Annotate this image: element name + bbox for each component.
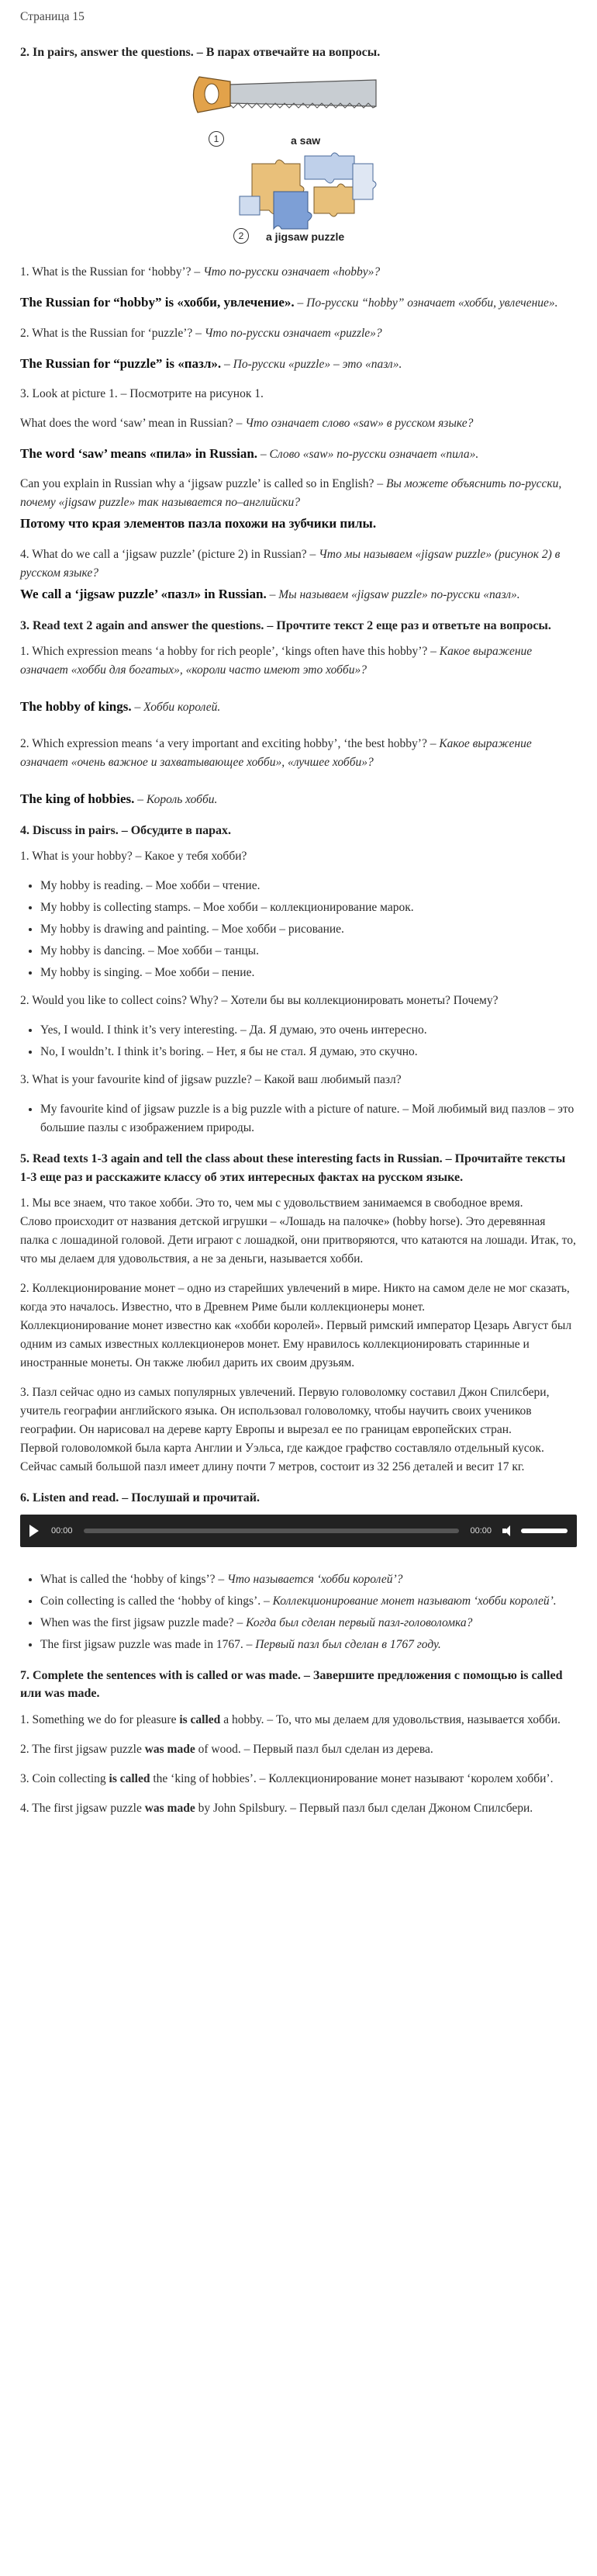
audio-player (20, 1515, 577, 1547)
task5-p3: 3. Пазл сейчас одно из самых популярных увлечений. Первую головоломку составил Джон Спилсбери, учитель географии английского языка. Он использовал головоломку, чтобы научить своих учеников географии. Он нарисовал на дереве карту Европы и вырезал ее по границам европейских стран. (20, 1385, 550, 1436)
task6-list (20, 1570, 577, 1654)
list-item: • Coin collecting is called the ‘hobby of kings’. – Коллекционирование монет называют ‘хобби королей’. (40, 1592, 577, 1611)
list-item: • My hobby is reading. – Мое хобби – чтение. (40, 877, 577, 895)
list-item: • My hobby is singing. – Мое хобби – пение. (40, 964, 577, 982)
volume-slider[interactable] (521, 1529, 568, 1533)
task7-s2: 2. The first jigsaw puzzle was made of wood. – Первый пазл был сделан из дерева. (20, 1742, 433, 1756)
figure-number-2: 2 (233, 228, 249, 244)
task5-p2: 2. Коллекционирование монет – одно из старейших увлечений в мире. Никто на самом деле не мог сказать, когда это началось. Известно, что в Древнем Риме были коллекционеры монет. (20, 1281, 570, 1314)
task3-q1: 1. Which expression means ‘a hobby for rich people’, ‘kings often have this hobby’? – Какое выражение означает «хобби для богатых», «короли часто имеют это хобби»? (20, 645, 533, 677)
task2-a2: The Russian for “puzzle” is «пазл». – По-русски «puzzle» – это «пазл». (20, 355, 402, 371)
duration-time: 00:00 (470, 1525, 492, 1536)
task3-a2: The king of hobbies. – Король хобби. (20, 791, 218, 806)
task5-p1: 1. Мы все знаем, что такое хобби. Это то, чем мы с удовольствием занимаемся в свободное время. (20, 1196, 523, 1210)
task7-s1: 1. Something we do for pleasure is called a hobby. – То, что мы делаем для удовольствия, называется хобби. (20, 1712, 561, 1726)
task3-heading: 3. Read text 2 again and answer the questions. – Прочтите текст 2 еще раз и ответьте на вопросы. (20, 619, 551, 633)
current-time: 00:00 (51, 1525, 73, 1536)
task4-list1 (20, 877, 577, 982)
task2-q3: 3. Look at picture 1. – Посмотрите на рисунок 1. (20, 386, 264, 400)
caption-saw: a saw (291, 134, 321, 147)
task2-q2: 2. What is the Russian for ‘puzzle’? – Что по-русски означает «puzzle»? (20, 326, 382, 340)
play-icon[interactable] (29, 1525, 39, 1537)
list-item: • My hobby is dancing. – Мое хобби – танцы. (40, 942, 577, 961)
list-item: • My hobby is collecting stamps. – Мое хобби – коллекционирование марок. (40, 898, 577, 917)
task7-s3: 3. Coin collecting is called the ‘king of hobbies’. – Коллекционирование монет называют ‘королем хобби’. (20, 1771, 554, 1785)
volume-icon[interactable] (502, 1525, 513, 1536)
list-item: • My hobby is drawing and painting. – Мое хобби – рисование. (40, 920, 577, 939)
caption-jigsaw-puzzle: a jigsaw puzzle (266, 230, 345, 244)
task4-list3 (20, 1100, 577, 1137)
task7-s4: 4. The first jigsaw puzzle was made by John Spilsbury. – Первый пазл был сделан Джоном Спилсбери. (20, 1801, 533, 1815)
task7-heading: 7. Complete the sentences with is called or was made. – Завершите предложения с помощью is called или was made. (20, 1669, 563, 1701)
figure-number-1: 1 (209, 131, 224, 147)
task2-q3b: What does the word ‘saw’ mean in Russian? – Что означает слово «saw» в русском языке? (20, 416, 474, 430)
task2-q4: 4. What do we call a ‘jigsaw puzzle’ (picture 2) in Russian? – Что мы называем «jigsaw puzzle» (рисунок 2) в русском языке? (20, 547, 561, 580)
task3-a1: The hobby of kings. – Хобби королей. (20, 699, 221, 715)
task4-q1: 1. What is your hobby? – Какое у тебя хобби? (20, 850, 247, 864)
task2-a1: The Russian for “hobby” is «хобби, увлечение». – По-русски “hobby” означает «хобби, увлечение». (20, 295, 558, 310)
task3-q2: 2. Which expression means ‘a very important and exciting hobby’, ‘the best hobby’? – Какое выражение означает «очень важное и захватывающее хобби», «лучшее хобби»? (20, 736, 532, 769)
jigsaw-puzzle-drawing (236, 148, 392, 234)
list-item: • My favourite kind of jigsaw puzzle is a big puzzle with a picture of nature. – Мой любимый вид пазлов – это большие пазлы с изображением природы. (40, 1100, 577, 1137)
task4-q2: 2. Would you like to collect coins? Why? – Хотели бы вы коллекционировать монеты? Почему? (20, 994, 499, 1008)
list-item: • When was the first jigsaw puzzle made? – Когда был сделан первый пазл-головоломка? (40, 1614, 577, 1633)
task5-heading: 5. Read texts 1-3 again and tell the class about these interesting facts in Russian. – Прочитайте тексты 1-3 еще раз и расскажите классу об этих интересных фактах на русском языке. (20, 1152, 566, 1184)
audio-progress-bar[interactable] (84, 1529, 460, 1533)
list-item: • No, I wouldn’t. I think it’s boring. – Нет, я бы не стал. Я думаю, это скучно. (40, 1043, 577, 1061)
task2-a3c: Потому что края элементов пазла похожи на зубчики пилы. (20, 516, 377, 531)
task2-heading: 2. In pairs, answer the questions. – В парах отвечайте на вопросы. (20, 46, 381, 60)
task2-a4: We call a ‘jigsaw puzzle’ «пазл» in Russian. – Мы называем «jigsaw puzzle» по-русски «пазл». (20, 586, 520, 601)
task6-heading: 6. Listen and read. – Послушай и прочитай. (20, 1491, 260, 1504)
task2-a3: The word ‘saw’ means «пила» in Russian. – Слово «saw» по-русски означает «пила». (20, 445, 479, 461)
list-item: • What is called the ‘hobby of kings’? – Что называется ‘хобби королей’? (40, 1570, 577, 1589)
task4-list2 (20, 1021, 577, 1061)
saw-puzzle-illustration (182, 69, 415, 248)
list-item: • Yes, I would. I think it’s very interesting. – Да. Я думаю, это очень интересно. (40, 1021, 577, 1040)
task5-p1b: Слово происходит от названия детской игрушки – «Лошадь на палочке» (hobby horse). Это деревянная палка с лошадиной головой. Дети играют с лошадкой, они притворяются, что катаются на лошади. Итак, то, что мы делаем для удовольствия, а не за деньги, называется хобби. (20, 1214, 576, 1265)
task2-q3c: Can you explain in Russian why a ‘jigsaw puzzle’ is called so in English? – Вы можете объяснить по-русски, почему «jigsaw puzzle» так называется по–английски? (20, 477, 562, 510)
task2-q1: 1. What is the Russian for ‘hobby’? – Что по-русски означает «hobby»? (20, 265, 381, 279)
task4-heading: 4. Discuss in pairs. – Обсудите в парах. (20, 823, 232, 837)
task4-q3: 3. What is your favourite kind of jigsaw puzzle? – Какой ваш любимый пазл? (20, 1073, 402, 1087)
saw-drawing (182, 69, 415, 131)
task5-p3b: Первой головоломкой была карта Англии и Уэльса, где каждое графство составляло отдельный кусок. Сейчас самый большой пазл имеет длину почти 7 метров, состоит из 32 256 деталей и весит 17 кг. (20, 1441, 544, 1473)
list-item: • The first jigsaw puzzle was made in 1767. – Первый пазл был сделан в 1767 году. (40, 1636, 577, 1654)
task5-p2b: Коллекционирование монет известно как «хобби королей». Первый римский император Цезарь Август был одним из самых известных коллекционеров монет. Ему нравилось коллекционировать старинные и иностранные монеты. Он также любил дарить их своим друзьям. (20, 1318, 572, 1369)
page-title: Страница 15 (20, 10, 85, 23)
